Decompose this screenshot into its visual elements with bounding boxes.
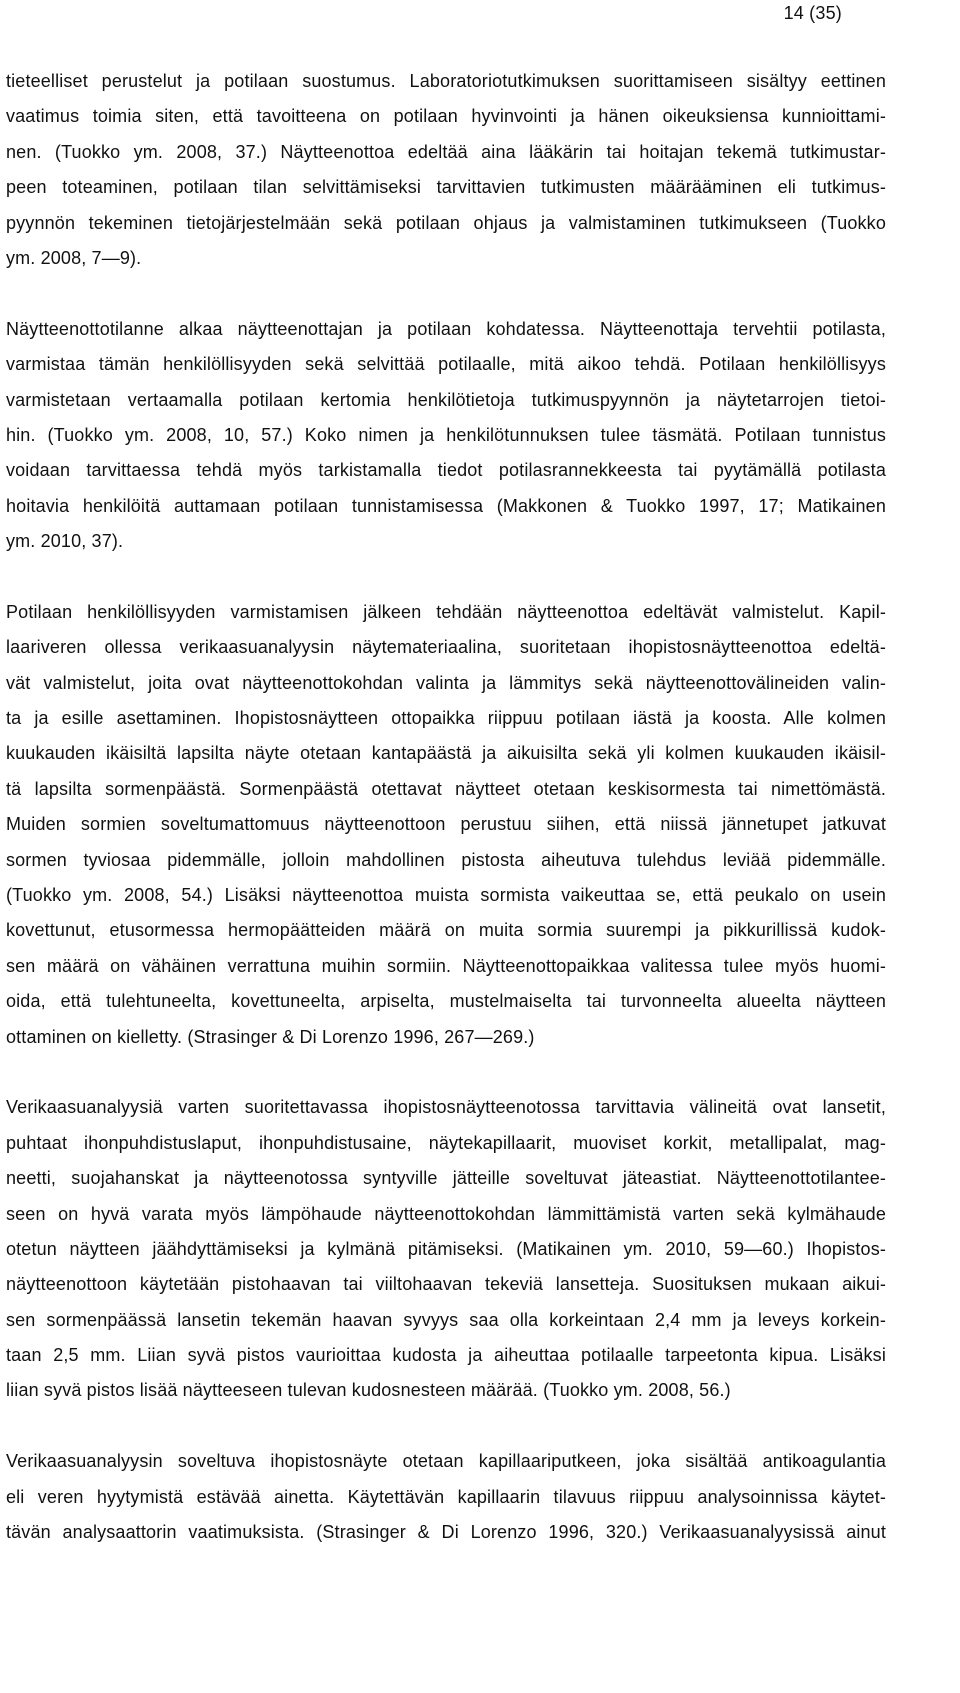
paragraph [6, 1444, 886, 1550]
text-line: kuukauden ikäisiltä lapsilta näyte otetaan kantapäästä ja aikuisilta sekä yli kolmen kuukauden ikäisil- [6, 743, 886, 764]
text-line: taan 2,5 mm. Liian syvä pistos vaurioittaa kudosta ja aiheuttaa potilaalle tarpeetonta kipua. Lisäksi [6, 1345, 886, 1366]
text-line: Verikaasuanalyysin soveltuva ihopistosnäyte otetaan kapillaariputkeen, joka sisältää antikoagulantia [6, 1451, 886, 1472]
text-line: varmistetaan vertaamalla potilaan kertomia henkilötietoja tutkimuspyynnön ja näytetarrojen tietoi- [6, 389, 886, 410]
text-line: otetun näytteen jäähdyttämiseksi ja kylmänä pitämiseksi. (Matikainen ym. 2010, 59—60.) Ihopistos- [6, 1238, 886, 1259]
text-line: sen määrä on vähäinen verrattuna muihin sormiin. Näytteenottopaikkaa valitessa tulee myös huomi- [6, 955, 886, 976]
text-line: tä lapsilta sormenpäästä. Sormenpäästä otettavat näytteet otetaan keskisormesta tai nimettömästä. [6, 778, 886, 799]
text-line: hoitavia henkilöitä auttamaan potilaan tunnistamisessa (Makkonen & Tuokko 1997, 17; Matikainen [6, 495, 886, 516]
text-line: kovettunut, etusormessa hermopäätteiden määrä on muita sormia suurempi ja pikkurillissä kudok- [6, 920, 886, 941]
text-line: Potilaan henkilöllisyyden varmistamisen jälkeen tehdään näytteenottoa edeltävät valmistelut. Kapil- [6, 601, 886, 622]
text-line: tävän analysaattorin vaatimuksista. (Strasinger & Di Lorenzo 1996, 320.) Verikaasuanalyysissä ainut [6, 1522, 886, 1543]
text-line: ta ja esille asettaminen. Ihopistosnäytteen ottopaikka riippuu potilaan iästä ja koosta. Alle kolmen [6, 708, 886, 729]
body-text [6, 64, 886, 1550]
paragraph [6, 64, 886, 276]
paragraph-spacer [6, 1409, 886, 1444]
text-line: ym. 2010, 37). [6, 531, 124, 552]
text-line: näytteenottoon käytetään pistohaavan tai viiltohaavan tekeviä lansetteja. Suosituksen mukaan aikui- [6, 1274, 886, 1295]
text-line: hin. (Tuokko ym. 2008, 10, 57.) Koko nimen ja henkilötunnuksen tulee täsmätä. Potilaan tunnistus [6, 424, 886, 445]
text-line: nen. (Tuokko ym. 2008, 37.) Näytteenottoa edeltää aina lääkärin tai hoitajan tekemä tutkimustar- [6, 141, 886, 162]
text-line: eli veren hyytymistä estävää ainetta. Käytettävän kapillaarin tilavuus riippuu analysoinnissa käytet- [6, 1486, 886, 1507]
text-line: ym. 2008, 7—9). [6, 247, 142, 268]
text-line: vaatimus toimia siten, että tavoitteena on potilaan hyvinvointi ja hänen oikeuksiensa kunnioittami- [6, 106, 886, 127]
text-line: Verikaasuanalyysiä varten suoritettavassa ihopistosnäytteenotossa tarvittavia välineitä ovat lansetit, [6, 1097, 886, 1118]
text-line: puhtaat ihonpuhdistuslaput, ihonpuhdistusaine, näytekapillaarit, muoviset korkit, metallipalat, mag- [6, 1132, 886, 1153]
text-line: Muiden sormien soveltumattomuus näytteenottoon perustuu siihen, että niissä jännetupet jatkuvat [6, 814, 886, 835]
text-line: pyynnön tekeminen tietojärjestelmään sekä potilaan ohjaus ja valmistaminen tutkimukseen (Tuokko [6, 212, 886, 233]
paragraph [6, 1090, 886, 1409]
paragraph [6, 312, 886, 560]
text-line: Näytteenottotilanne alkaa näytteenottajan ja potilaan kohdatessa. Näytteenottaja tervehtii potilasta, [6, 318, 886, 339]
text-line: tieteelliset perustelut ja potilaan suostumus. Laboratoriotutkimuksen suorittamiseen sisältyy eettinen [6, 71, 886, 91]
text-line: laariveren ollessa verikaasuanalyysin näytemateriaalina, suoritetaan ihopistosnäytteenottoa edeltä- [6, 637, 886, 658]
text-line: oida, että tulehtuneelta, kovettuneelta, arpiselta, mustelmaiselta tai turvonneelta alueelta näytteen [6, 991, 886, 1012]
text-line: liian syvä pistos lisää näytteeseen tulevan kudosnesteen määrää. (Tuokko ym. 2008, 56.) [6, 1380, 731, 1401]
paragraph [6, 595, 886, 1055]
text-line: varmistaa tämän henkilöllisyyden sekä selvittää potilaalle, mitä aikoo tehdä. Potilaan henkilöllisyys [6, 354, 886, 375]
text-line: sormen tyviosaa pidemmälle, jolloin mahdollinen pistosta aiheutuva tulehdus leviää pidemmälle. [6, 849, 886, 870]
text-line: vät valmistelut, joita ovat näytteenottokohdan valinta ja lämmitys sekä näytteenottovälineiden valin- [6, 672, 886, 693]
text-line: ottaminen on kielletty. (Strasinger & Di Lorenzo 1996, 267—269.) [6, 1026, 535, 1047]
paragraph-spacer [6, 276, 886, 311]
text-line: (Tuokko ym. 2008, 54.) Lisäksi näytteenottoa muista sormista vaikeuttaa se, että peukalo on usein [6, 884, 886, 905]
page-number: 14 (35) [783, 3, 842, 23]
text-line: voidaan tarvittaessa tehdä myös tarkistamalla tiedot potilasrannekkeesta tai pyytämällä potilasta [6, 460, 886, 481]
paragraph-spacer [6, 1055, 886, 1090]
text-line: seen on hyvä varata myös lämpöhaude näytteenottokohdan lämmittämistä varten sekä kylmähaude [6, 1203, 886, 1224]
text-line: neetti, suojahanskat ja näytteenotossa syntyville jätteille soveltuvat jäteastiat. Näytteenottotilantee- [6, 1168, 886, 1189]
text-line: peen toteaminen, potilaan tilan selvittämiseksi tarvittavien tutkimusten määrääminen eli tutkimus- [6, 177, 886, 198]
text-line: sen sormenpäässä lansetin tekemän haavan syvyys saa olla korkeintaan 2,4 mm ja leveys korkein- [6, 1309, 886, 1330]
paragraph-spacer [6, 559, 886, 594]
